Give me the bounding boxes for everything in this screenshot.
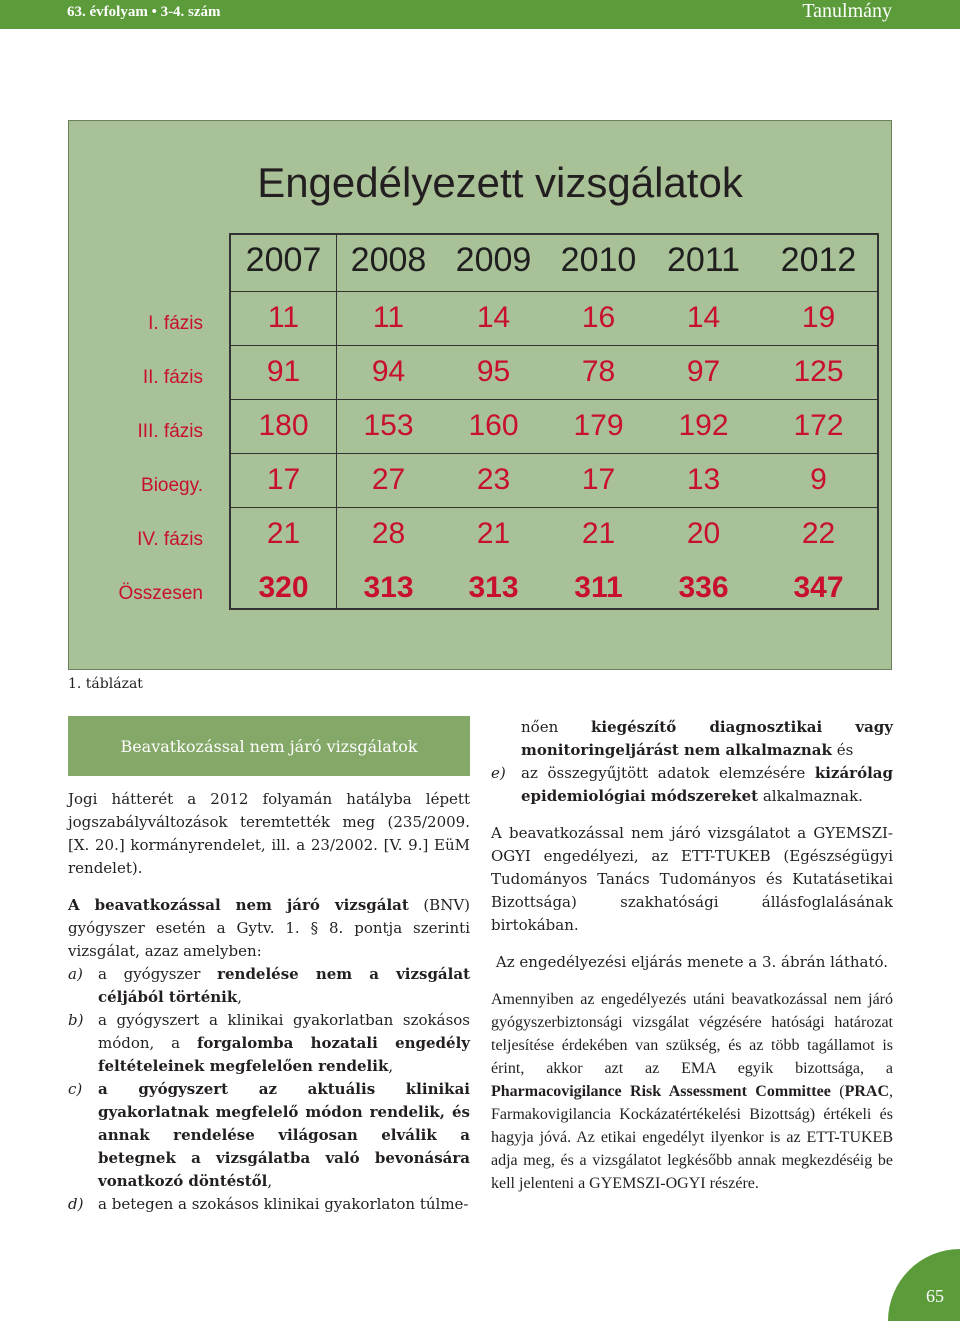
figure-caption: 1. táblázat [68, 676, 143, 692]
running-header [0, 0, 960, 29]
right-column [491, 716, 893, 1195]
table-cell: 172 [793, 409, 844, 442]
table-cell: 95 [476, 355, 511, 388]
prac-paragraph [491, 988, 893, 1195]
table-cell: 311 [574, 571, 623, 604]
table-cell: 125 [793, 355, 844, 388]
table-rule [231, 345, 877, 346]
list-item-a [68, 963, 470, 1009]
prac-text: , Farmakovigilancia Kockázatértékelési Bizottság) értékeli és hagyja jóvá. Az etikai engedélyt ilyenkor is az ETT-TUKEB adja meg, és a vizsgálatot legkésőbb annak megkezdéséig be kell jelenteni a GYEMSZI-OGYI részére. [491, 1083, 893, 1192]
legal-background-paragraph: Jogi hátterét a 2012 folyamán hatályba lépett jogszabályváltozások teremtették meg (235/2009. [X. 20.] kormányrendelet, ill. a 23/2002. [V. 9.] EüM rendelet). [68, 790, 470, 877]
row-label: I. fázis [148, 313, 203, 334]
table-cell: 17 [581, 463, 616, 496]
list-text: , [267, 1172, 273, 1190]
year-header-2012: 2012 [780, 241, 857, 279]
table-cell: 16 [581, 301, 616, 334]
table-cell: 313 [468, 571, 519, 604]
table-cell: 21 [581, 517, 616, 550]
list-text: és [831, 741, 854, 759]
table-cell: 180 [258, 409, 309, 442]
list-text: a gyógyszert a klinikai gyakorlatban szokásos módon, a [98, 1011, 470, 1052]
list-text: nően [521, 718, 591, 736]
list-emphasis: a gyógyszert az aktuális klinikai gyakorlatnak megfelelő módon rendelik, és annak rendelése világosan elválik a betegnek a vizsgálatba való bevonására vonatkozó döntéstől [98, 1080, 470, 1190]
list-text: , [388, 1057, 394, 1075]
list-text: a betegen a szokásos klinikai gyakorlaton túlme- [98, 1195, 469, 1213]
table-cell: 14 [476, 301, 511, 334]
table-cell: 9 [810, 463, 827, 496]
table-cell: 11 [267, 301, 300, 334]
section-label: Tanulmány [802, 0, 892, 22]
year-header-2007: 2007 [245, 241, 322, 279]
list-item-b [68, 1009, 470, 1078]
table-cell: 78 [581, 355, 616, 388]
trials-table-grid [229, 233, 879, 610]
list-item-c [68, 1078, 470, 1193]
list-emphasis: kizárólag epidemiológiai módszereket [521, 764, 893, 805]
table-cell: 20 [686, 517, 721, 550]
table-cell: 94 [371, 355, 406, 388]
year-header-2010: 2010 [560, 241, 637, 279]
box-heading: Beavatkozással nem járó vizsgálatok [68, 716, 470, 776]
row-label: IV. fázis [137, 529, 203, 550]
year-header-2008: 2008 [350, 241, 427, 279]
left-column [68, 788, 470, 1216]
year-header-2011: 2011 [666, 241, 741, 279]
list-emphasis: forgalomba hozatali engedély feltételeinek megfelelően rendelik [98, 1034, 470, 1075]
table-cell: 320 [258, 571, 309, 604]
table-rule [231, 453, 877, 454]
table-cell: 27 [371, 463, 406, 496]
table-cell: 153 [363, 409, 414, 442]
page-number: 65 [926, 1286, 944, 1306]
table-cell: 97 [686, 355, 721, 388]
table-cell: 192 [678, 409, 729, 442]
table-cell: 160 [468, 409, 519, 442]
table-cell: 91 [266, 355, 301, 388]
table-cell: 336 [678, 571, 729, 604]
list-marker: d) [68, 1195, 84, 1213]
list-item-e [491, 762, 893, 808]
list-item-d-continued [491, 716, 893, 762]
list-text: az összegyűjtött adatok elemzésére [521, 764, 815, 782]
table-cell: 13 [686, 463, 721, 496]
figure-title: Engedélyezett vizsgálatok [257, 159, 743, 206]
list-emphasis: kiegészítő diagnosztikai vagy monitoringeljárást nem alkalmaznak [521, 718, 893, 759]
table-cell: 347 [793, 571, 844, 604]
list-text: , [237, 988, 243, 1006]
row-label: Összesen [118, 583, 203, 604]
list-item-d [68, 1193, 470, 1216]
row-label: Bioegy. [141, 475, 203, 496]
list-emphasis: rendelése nem a vizsgálat céljából történik [98, 965, 470, 1006]
table-cell: 17 [266, 463, 301, 496]
prac-text: Amennyiben az engedélyezés utáni beavatkozással nem járó gyógyszerbiztonsági vizsgálat végzésére hatósági határozat teljesítése érdekében van szükség, és az több tagállamot is érint, akkor azt az EMA egyik bizottsága, a [491, 991, 893, 1077]
definition-text: (BNV) gyógyszer esetén a Gytv. 1. § 8. pontja szerinti vizsgálat, azaz amelyben: [68, 896, 471, 960]
list-text: a gyógyszer [98, 965, 218, 983]
table-cell: 28 [371, 517, 406, 550]
row-label: II. fázis [142, 367, 203, 388]
table-cell: 179 [573, 409, 624, 442]
table-cell: 11 [372, 301, 405, 334]
list-text: alkalmaznak. [758, 787, 863, 805]
table-cell: 14 [686, 301, 721, 334]
table-rule [231, 399, 877, 400]
definition-term: A beavatkozással nem járó vizsgálat [68, 896, 409, 914]
table-cell: 21 [476, 517, 511, 550]
table-rule [231, 291, 877, 292]
page-corner [888, 1249, 960, 1321]
year-header-2009: 2009 [455, 241, 532, 279]
table-cell: 21 [266, 517, 301, 550]
table-cell: 23 [476, 463, 511, 496]
prac-abbrev: PRAC [844, 1083, 889, 1100]
list-marker: a) [68, 965, 83, 983]
list-marker: b) [68, 1011, 84, 1029]
definition-paragraph [68, 894, 470, 963]
approval-paragraph: A beavatkozással nem járó vizsgálatot a GYEMSZI-OGYI engedélyezi, az ETT-TUKEB (Egészségügyi Tudományos Tanács Tudományos és Kutatásetikai Bizottsága) szakhatósági állásfoglalásának birtokában. [491, 824, 893, 934]
table-cell: 313 [363, 571, 414, 604]
procedure-reference: Az engedélyezési eljárás menete a 3. ábrán látható. [495, 953, 889, 971]
table-rule [231, 507, 877, 508]
row-label: III. fázis [137, 421, 203, 442]
prac-text: ( [830, 1083, 845, 1100]
trials-figure [68, 120, 892, 670]
prac-name: Pharmacovigilance Risk Assessment Committee [491, 1083, 831, 1100]
list-marker: e) [491, 764, 506, 782]
table-cell: 22 [801, 517, 836, 550]
issue-label: 63. évfolyam • 3-4. szám [67, 4, 221, 20]
list-marker: c) [68, 1080, 83, 1098]
table-cell: 19 [801, 301, 836, 334]
